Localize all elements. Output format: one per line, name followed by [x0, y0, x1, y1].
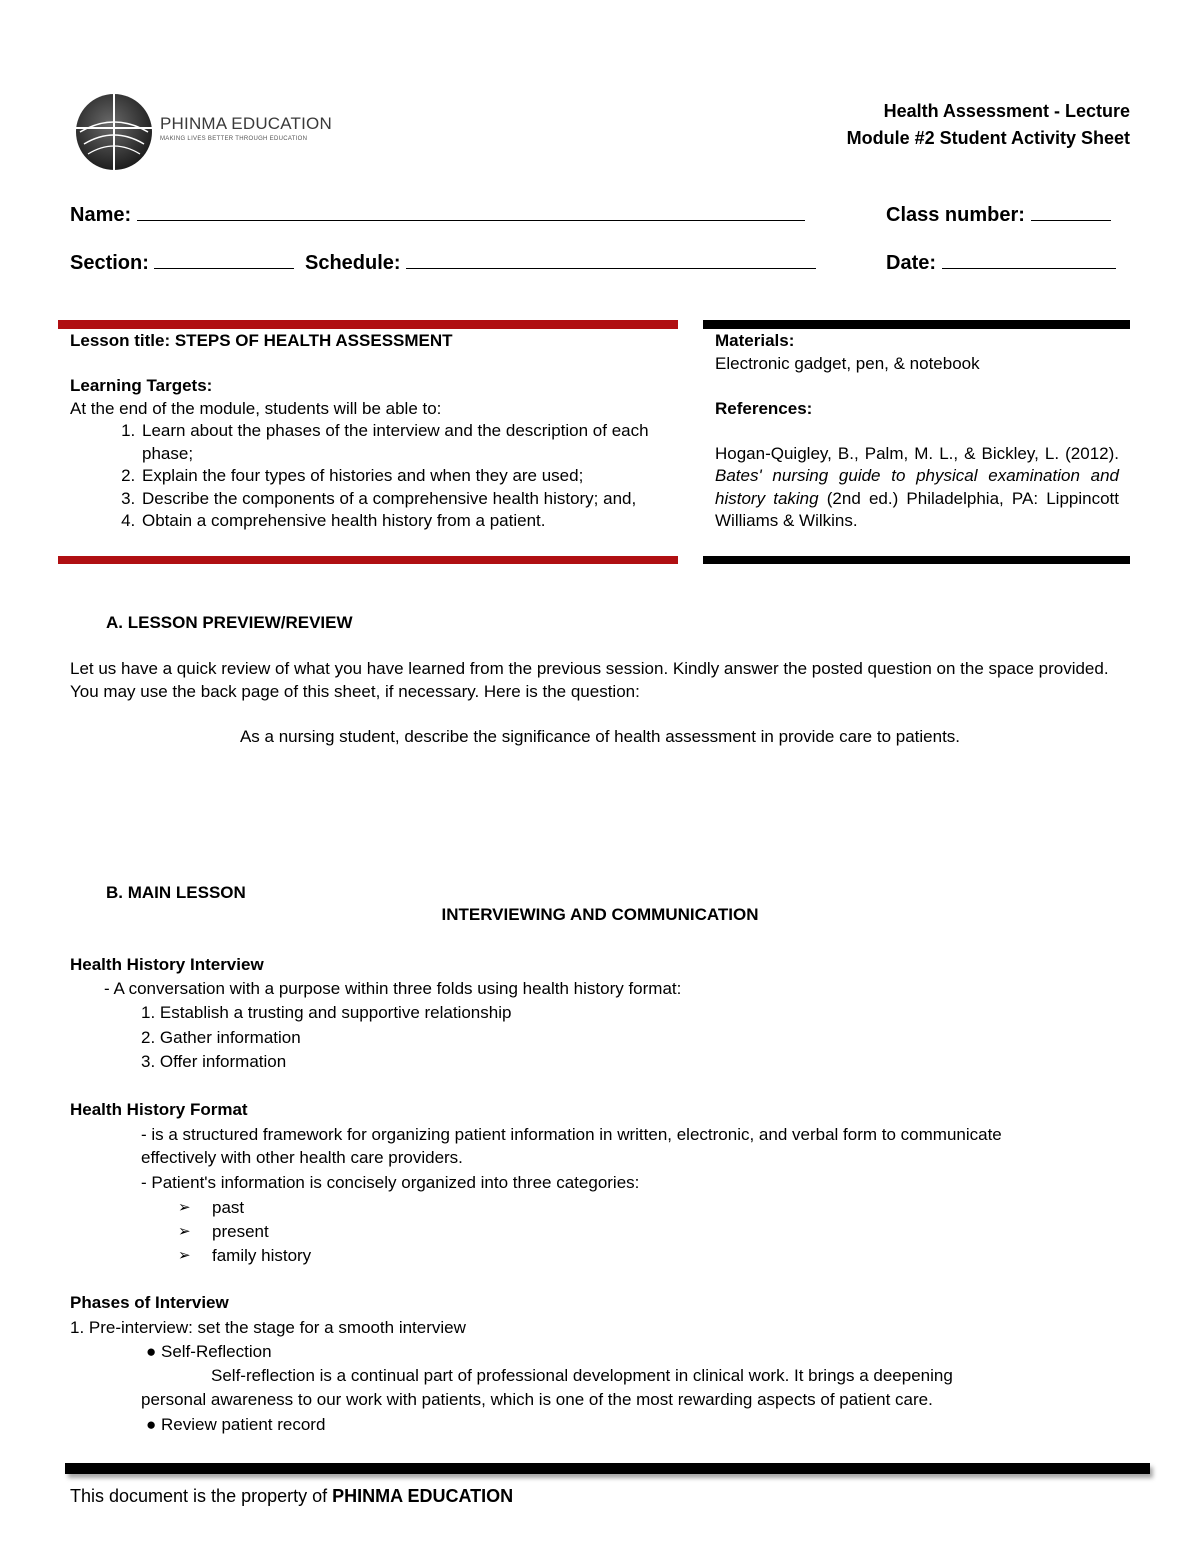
footer-org: PHINMA EDUCATION [332, 1486, 514, 1506]
schedule-label: Schedule: [305, 252, 401, 274]
category-item: ➢ family history [178, 1244, 311, 1268]
health-history-format-categories: - Patient's information is concisely organized into three categories: [141, 1173, 640, 1192]
title-line-1: Health Assessment - Lecture [883, 101, 1130, 121]
phase-pre-interview: 1. Pre-interview: set the stage for a smooth interview [70, 1318, 466, 1337]
footer [70, 1486, 513, 1507]
class-number-underline[interactable] [1031, 202, 1111, 221]
health-history-format-definition: - is a structured framework for organizing patient information in written, electronic, and verbal form to communicate effectively with other health care providers. [141, 1125, 1002, 1167]
category-item: ➢ present [178, 1220, 311, 1244]
phases-of-interview-heading: Phases of Interview [70, 1293, 229, 1312]
phinma-logo [74, 92, 344, 172]
date-field[interactable] [886, 250, 1116, 275]
lesson-box-bottom-bar [58, 556, 678, 564]
learning-target: 1. Learn about the phases of the interview and the description of each phase; [140, 420, 670, 465]
health-history-interview-definition: - A conversation with a purpose within three folds using health history format: [104, 979, 682, 998]
date-label: Date: [886, 252, 937, 274]
reference-authors: Hogan-Quigley, B., Palm, M. L., & Bickley, L. (2012). [715, 443, 1119, 463]
learning-targets-heading: Learning Targets: [70, 376, 213, 395]
class-number-field[interactable] [886, 202, 1111, 227]
learning-targets-intro: At the end of the module, students will be able to: [70, 398, 442, 418]
section-a-heading: A. LESSON PREVIEW/REVIEW [106, 613, 353, 632]
learning-targets-list [70, 420, 670, 533]
learning-target: 4. Obtain a comprehensive health history from a patient. [140, 510, 670, 533]
self-reflection-text: Self-reflection is a continual part of professional development in clinical work. It brings a deepening [211, 1366, 953, 1385]
health-history-interview-heading: Health History Interview [70, 955, 264, 974]
lesson-box [70, 330, 670, 533]
materials-box [715, 330, 1119, 533]
references-heading: References: [715, 398, 813, 418]
reference-entry [715, 443, 1119, 533]
class-number-label: Class number: [886, 204, 1025, 226]
lesson-box-top-bar [58, 320, 678, 329]
title-line-2: Module #2 Student Activity Sheet [846, 128, 1130, 148]
footer-text: This document is the property of [70, 1486, 328, 1506]
learning-target: 2. Explain the four types of histories and when they are used; [140, 465, 670, 488]
hhi-item: 1. Establish a trusting and supportive relationship [141, 1003, 512, 1022]
reference-publisher: (2nd ed.) Philadelphia, PA: Lippincott Williams & Wilkins. [715, 488, 1119, 530]
section-a-question: As a nursing student, describe the significance of health assessment in provide care to patients. [239, 727, 961, 746]
health-history-format-heading: Health History Format [70, 1100, 248, 1119]
date-underline[interactable] [942, 250, 1116, 269]
lesson-title: Lesson title: STEPS OF HEALTH ASSESSMENT [70, 331, 453, 350]
footer-bar [65, 1463, 1150, 1474]
bullet-review-patient-record: ● Review patient record [146, 1415, 326, 1434]
document-title [847, 98, 1130, 152]
logo-tagline: MAKING LIVES BETTER THROUGH EDUCATION [160, 136, 308, 142]
learning-target: 3. Describe the components of a comprehensive health history; and, [140, 488, 670, 511]
main-lesson-subtitle: INTERVIEWING AND COMMUNICATION [441, 905, 759, 924]
self-reflection-text-cont: personal awareness to our work with patients, which is one of the most rewarding aspects of patient care. [141, 1390, 933, 1409]
schedule-field[interactable] [305, 250, 816, 275]
section-field[interactable] [70, 250, 294, 275]
schedule-underline[interactable] [406, 250, 816, 269]
materials-text: Electronic gadget, pen, & notebook [715, 353, 980, 373]
section-a-intro: Let us have a quick review of what you have learned from the previous session. Kindly answer the posted question on the space provided. You may use the back page of this sheet, if necessary. Here is the question: [70, 659, 1109, 701]
reference-title: Bates' nursing guide to physical examination and history taking [715, 466, 1119, 508]
name-field[interactable] [70, 202, 805, 227]
materials-box-top-bar [703, 320, 1130, 329]
materials-heading: Materials: [715, 331, 795, 350]
materials-box-bottom-bar [703, 556, 1130, 564]
section-b-heading: B. MAIN LESSON [106, 883, 246, 902]
hhi-item: 2. Gather information [141, 1028, 301, 1047]
category-list [0, 1196, 311, 1268]
bullet-self-reflection: ● Self-Reflection [146, 1342, 272, 1361]
section-label: Section: [70, 252, 149, 274]
logo-text: PHINMA EDUCATION [160, 114, 332, 133]
name-label: Name: [70, 204, 132, 226]
name-underline[interactable] [137, 202, 805, 221]
section-underline[interactable] [154, 250, 294, 269]
category-item: ➢ past [178, 1196, 311, 1220]
hhi-item: 3. Offer information [141, 1052, 287, 1071]
